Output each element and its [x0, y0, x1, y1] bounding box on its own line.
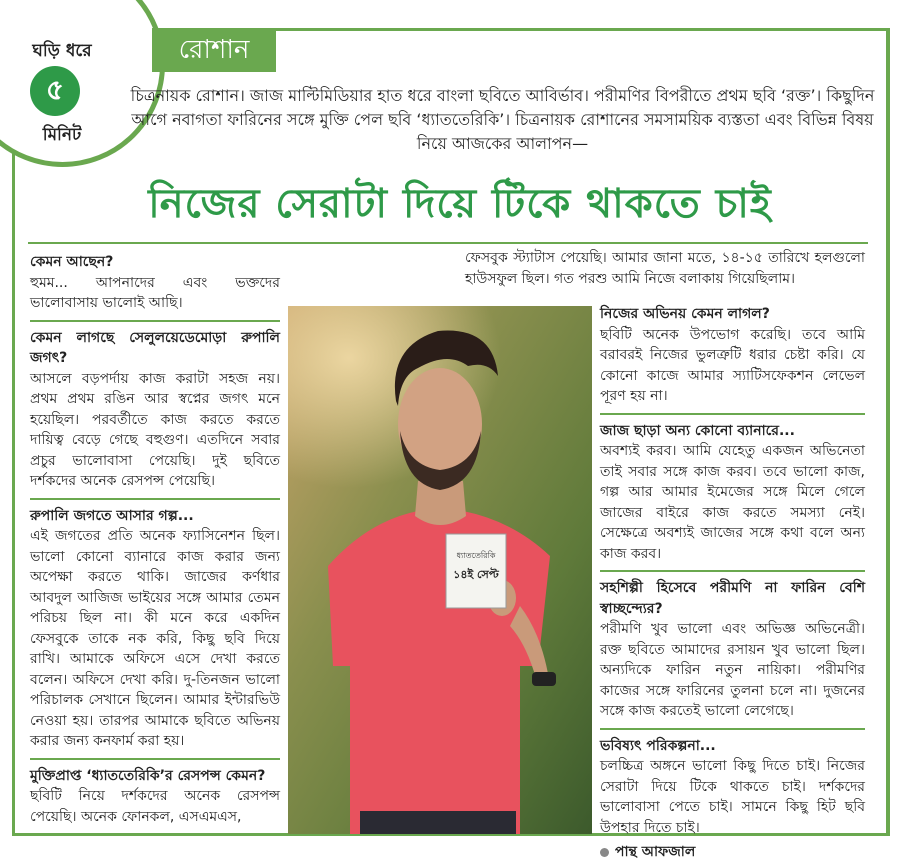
byline — [600, 842, 865, 863]
badge-bottom-text: মিনিট — [42, 125, 82, 145]
question: নিজের অভিনয় কেমন লাগল? — [600, 306, 770, 322]
question: কেমন লাগছে সেলুলয়েডেমোড়া রুপালি জগৎ? — [30, 329, 280, 366]
headline: নিজের সেরাটা দিয়ে টিকে থাকতে চাই — [148, 181, 772, 227]
qa-block — [30, 506, 280, 752]
question: সহশিল্পী হিসেবে পরীমণি না ফারিন বেশি স্বাচ্ছন্দ্যের? — [600, 580, 865, 617]
divider — [30, 320, 280, 322]
answer: চলচ্চিত্র অঙ্গনে ভালো কিছু দিতে চাই। নিজের সেরাটা দিয়ে টিকে থাকতে চাই। দর্শকদের ভালোবাসা পেতে চাই। সামনে কিছু হিট ছবি উপহার দিতে চাই। — [600, 758, 865, 836]
qa-block — [600, 421, 865, 565]
qa-block — [30, 252, 280, 314]
question: রুপালি জগতে আসার গল্প... — [30, 507, 194, 524]
badge-card-line1: ধ্যাততেরিকি — [456, 551, 496, 560]
name-tab: রোশান — [152, 28, 276, 72]
question: কেমন আছেন? — [30, 254, 114, 270]
answer: অবশ্যই করব। আমি যেহেতু একজন অভিনেতা তাই সবার সঙ্গে কাজ করব। তবে ভালো কাজ, গল্প আর আমার ইমেজের সঙ্গে মিলে গেলে জাজের বাইরে কাজ করতে সমস্যা নেই। সেক্ষেত্রে অবশ্যই জাজের সঙ্গে কথা বলে অন্য কাজ করব। — [600, 443, 865, 562]
intro-paragraph: চিত্রনায়ক রোশান। জাজ মাল্টিমিডিয়ার হাত ধরে বাংলা ছবিতে আবির্ভাব। পরীমণির বিপরীতে প্রথম ছবি ‘রক্ত’। কিছুদিন আগে নবাগতা ফারিনের সঙ্গে মুক্তি পেল ছবি ‘ধ্যাততেরিকি’। চিত্রনায়ক রোশানের সমসাময়িক ব্যস্ততা এবং বিভিন্ন বিষয় নিয়ে আজকের আলাপন— — [130, 86, 875, 153]
question: মুক্তিপ্রাপ্ত ‘ধ্যাততেরিকি’র রেসপন্স কেমন? — [30, 767, 266, 784]
badge-top-text: ঘড়ি ধরে — [32, 41, 92, 61]
left-column — [30, 248, 280, 827]
qa-block — [600, 304, 865, 407]
answer: ছবিটি অনেক উপভোগ করেছি। তবে আমি বরাবরই নিজের ভুলত্রুটি ধরার চেষ্টা করি। যে কোনো কাজে আমার স্যাটিসফেকশন লেভেল পূরণ হয় না। — [600, 326, 865, 404]
qa-block — [30, 328, 280, 492]
divider — [30, 758, 280, 760]
divider — [600, 413, 865, 415]
answer: আসলে বড়পর্দায় কাজ করাটা সহজ নয়। প্রথম প্রথম রঙিন আর স্বপ্নের জগৎ মনে হয়েছিল। পরবর্তীতে কাজ করতে করতে দায়িত্ব বেড়ে গেছে বহুগুণ। এতদিনে সবার প্রচুর ভালোবাসা পেয়েছি। দুই ছবিতে দর্শকদের অনেক রেসপন্স পেয়েছি। — [30, 370, 280, 489]
badge-card-line2: ১৪ই সেপ্ট — [453, 568, 499, 581]
headline-rule — [28, 242, 868, 244]
divider — [600, 570, 865, 572]
byline-name: পান্থ আফজাল — [615, 844, 696, 860]
answer: হুমম... আপনাদের এবং ভক্তদের ভালোবাসায় ভালোই আছি। — [30, 274, 280, 311]
right-column — [600, 300, 865, 863]
question: ভবিষ্যৎ পরিকল্পনা... — [600, 737, 716, 754]
badge-number: ৫ — [30, 66, 80, 116]
qa-block — [600, 736, 865, 839]
qa-block — [30, 766, 280, 828]
divider — [30, 498, 280, 500]
divider — [600, 728, 865, 730]
answer: এই জগতের প্রতি অনেক ফ্যাসিনেশন ছিল। ভালো কোনো ব্যানারে কাজ করার জন্য অপেক্ষা করতে থাকি। জাজের কর্ণধার আবদুল আজিজ ভাইয়ের সঙ্গে আমার তেমন পরিচয় ছিল না। কী মনে করে একদিন ফেসবুকে তাকে নক করি, কিছু ছবি দিয়ে রাখি। আমাকে অফিসে এসে দেখা করতে বলেন। অফিসে দেখা করি। দু-তিনজন ভালো পরিচালক সেখানে ছিলেন। আমার ইন্টারভিউ নেওয়া হয়। তারপর আমাকে ছবিতে অভিনয় করার জন্য কনফার্ম করা হয়। — [30, 528, 280, 749]
top-continuation: ফেসবুক স্ট্যাটাস পেয়েছি। আমার জানা মতে, ১৪-১৫ তারিখে হলগুলো হাউসফুল ছিল। গত পরশু আমি নিজে বলাকায় গিয়েছিলাম। — [465, 250, 865, 287]
question: জাজ ছাড়া অন্য কোনো ব্যানারে... — [600, 422, 795, 439]
actor-photo — [288, 306, 592, 834]
byline-dot-icon — [600, 848, 609, 857]
answer: ছবিটি নিয়ে দর্শকদের অনেক রেসপন্স পেয়েছি। অনেক ফোনকল, এসএমএস, — [30, 788, 280, 825]
qa-block — [600, 578, 865, 722]
answer: পরীমণি খুব ভালো এবং অভিজ্ঞ অভিনেত্রী। রক্ত ছবিতে আমাদের রসায়ন খুব ভালো ছিল। অন্যদিকে ফারিন নতুন নায়িকা। পরীমণির কাজের সঙ্গে ফারিনের তুলনা চলে না। দুজনের সঙ্গে কাজ করতেই ভালো লেগেছে। — [600, 621, 865, 719]
